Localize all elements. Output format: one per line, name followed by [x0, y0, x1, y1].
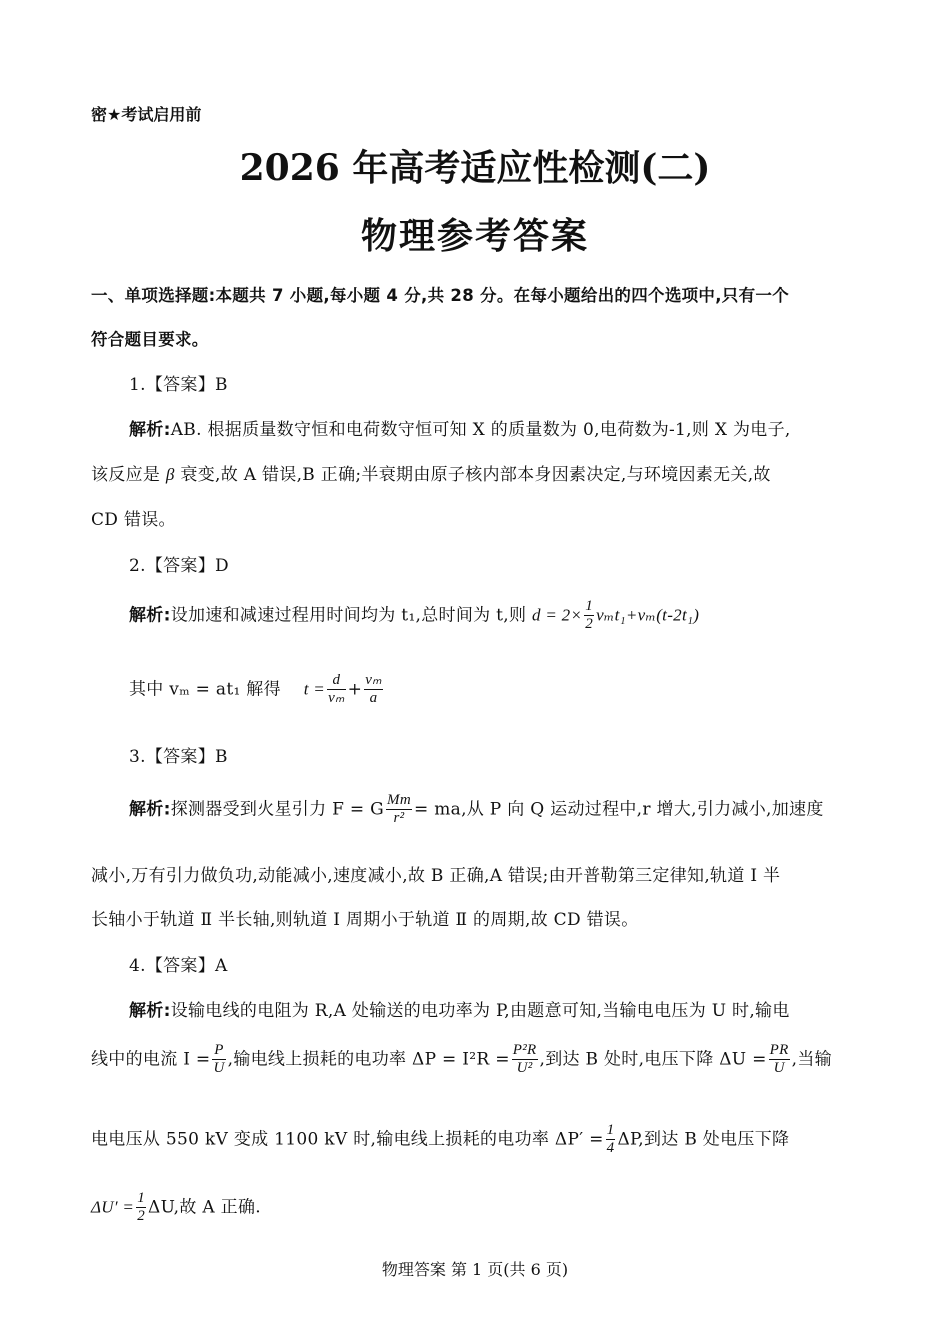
q1-text2b: 衰变,故 A 错误,B 正确;半衰期由原子核内部本身因素决定,与环境因素无关,故: [174, 465, 771, 485]
q4-line2: [91, 1042, 832, 1078]
q3-text1b: = ma,从 P 向 Q 运动过程中,r 增大,引力减小,加速度: [413, 799, 824, 820]
q1-label: 解析:: [129, 420, 171, 440]
q3-line2: 减小,万有引力做负功,动能减小,速度减小,故 B 正确,A 错误;由开普勒第三定律知,轨道 Ⅰ 半: [91, 866, 781, 886]
q2-plus: +: [347, 679, 363, 700]
beta-symbol: β: [165, 465, 175, 484]
page-subtitle: 物理参考答案: [360, 216, 589, 257]
q4-text4b: ΔU,故 A 正确.: [148, 1197, 261, 1218]
q2-formula1-prefix: d = 2×: [532, 605, 583, 625]
q1-line2: [91, 460, 771, 485]
q2-line2: [129, 672, 385, 708]
q4-line3: [91, 1122, 789, 1158]
classification-label: 密★考试启用前: [91, 105, 202, 124]
q2-line1: [129, 598, 699, 634]
q4-text2d: ,当输: [791, 1049, 832, 1070]
q2-text2: 其中 vₘ = at₁ 解得: [129, 679, 281, 700]
section-heading-line2: 符合题目要求。: [91, 330, 209, 349]
q4-text2c: ,到达 B 处时,电压下降 ΔU =: [539, 1049, 767, 1070]
q3-text1a: 探测器受到火星引力 F = G: [170, 799, 385, 820]
q4-line4: [91, 1190, 261, 1226]
q4-fraction-P2R-U2: $\frac{\text{P²R}}{\text{U²}}$: [512, 1042, 537, 1077]
q4-fraction-P-U: $\frac{P}{U}$: [213, 1042, 225, 1077]
page-footer: 物理答案 第 1 页(共 6 页): [381, 1260, 569, 1279]
q4-fraction-half: $\frac{1}{2}$: [137, 1190, 146, 1225]
q4-text4a: ΔU′ =: [91, 1197, 135, 1217]
q3-line1: [129, 792, 824, 828]
q1-text2a: 该反应是: [91, 465, 161, 485]
q2-label: 解析:: [129, 605, 171, 626]
q4-text2b: ,输电线上损耗的电功率 ΔP = I²R =: [227, 1049, 510, 1070]
q2-fraction-vm-a: $\frac{\text{vₘ}}{a}$: [365, 672, 382, 707]
q4-answer: 4.【答案】A: [129, 956, 228, 976]
q3-answer: 3.【答案】B: [129, 747, 228, 767]
q4-text1: 设输电线的电阻为 R,A 处输送的电功率为 P,由题意可知,当输电电压为 U 时,输电: [170, 1001, 790, 1021]
q1-line1: [129, 415, 791, 440]
q4-label: 解析:: [129, 1001, 171, 1021]
q3-label: 解析:: [129, 799, 171, 820]
q2-text1: 设加速和减速过程用时间均为 t₁,总时间为 t,则: [170, 605, 527, 626]
q4-fraction-PR-U: $\frac{PR}{U}$: [769, 1042, 789, 1077]
q2-fraction-d-vm: $\frac{d}{\text{vₘ}}$: [328, 672, 345, 707]
q2-formula2-prefix: t =: [303, 679, 326, 699]
q4-line1: [129, 996, 790, 1021]
section-heading-line1: 一、单项选择题:本题共 7 小题,每小题 4 分,共 28 分。在每小题给出的四个选项中,只有一个: [91, 286, 789, 305]
q3-line3: 长轴小于轨道 Ⅱ 半长轴,则轨道 Ⅰ 周期小于轨道 Ⅱ 的周期,故 CD 错误。: [91, 910, 639, 930]
q4-text3a: 电电压从 550 kV 变成 1100 kV 时,输电线上损耗的电功率 ΔP′ =: [91, 1129, 604, 1150]
q4-fraction-quarter: $\frac{1}{4}$: [606, 1122, 615, 1157]
q2-answer: 2.【答案】D: [129, 556, 229, 576]
q3-fraction-Mm-r2: $\frac{Mm}{\text{r²}}$: [387, 792, 411, 827]
q1-line3: CD 错误。: [91, 510, 176, 530]
q4-text3b: ΔP,到达 B 处电压下降: [617, 1129, 790, 1150]
q1-answer: 1.【答案】B: [129, 375, 228, 395]
q1-text1: AB. 根据质量数守恒和电荷数守恒可知 X 的质量数为 0,电荷数为-1,则 X 为电子,: [170, 420, 791, 440]
q2-formula1-suffix: vₘt₁+vₘ(t-2t₁): [596, 605, 700, 625]
page-title: 2026 年高考适应性检测(二): [239, 147, 711, 189]
q2-fraction-half: $\frac{1}{2}$: [585, 598, 594, 633]
q4-text2a: 线中的电流 I =: [91, 1049, 211, 1070]
